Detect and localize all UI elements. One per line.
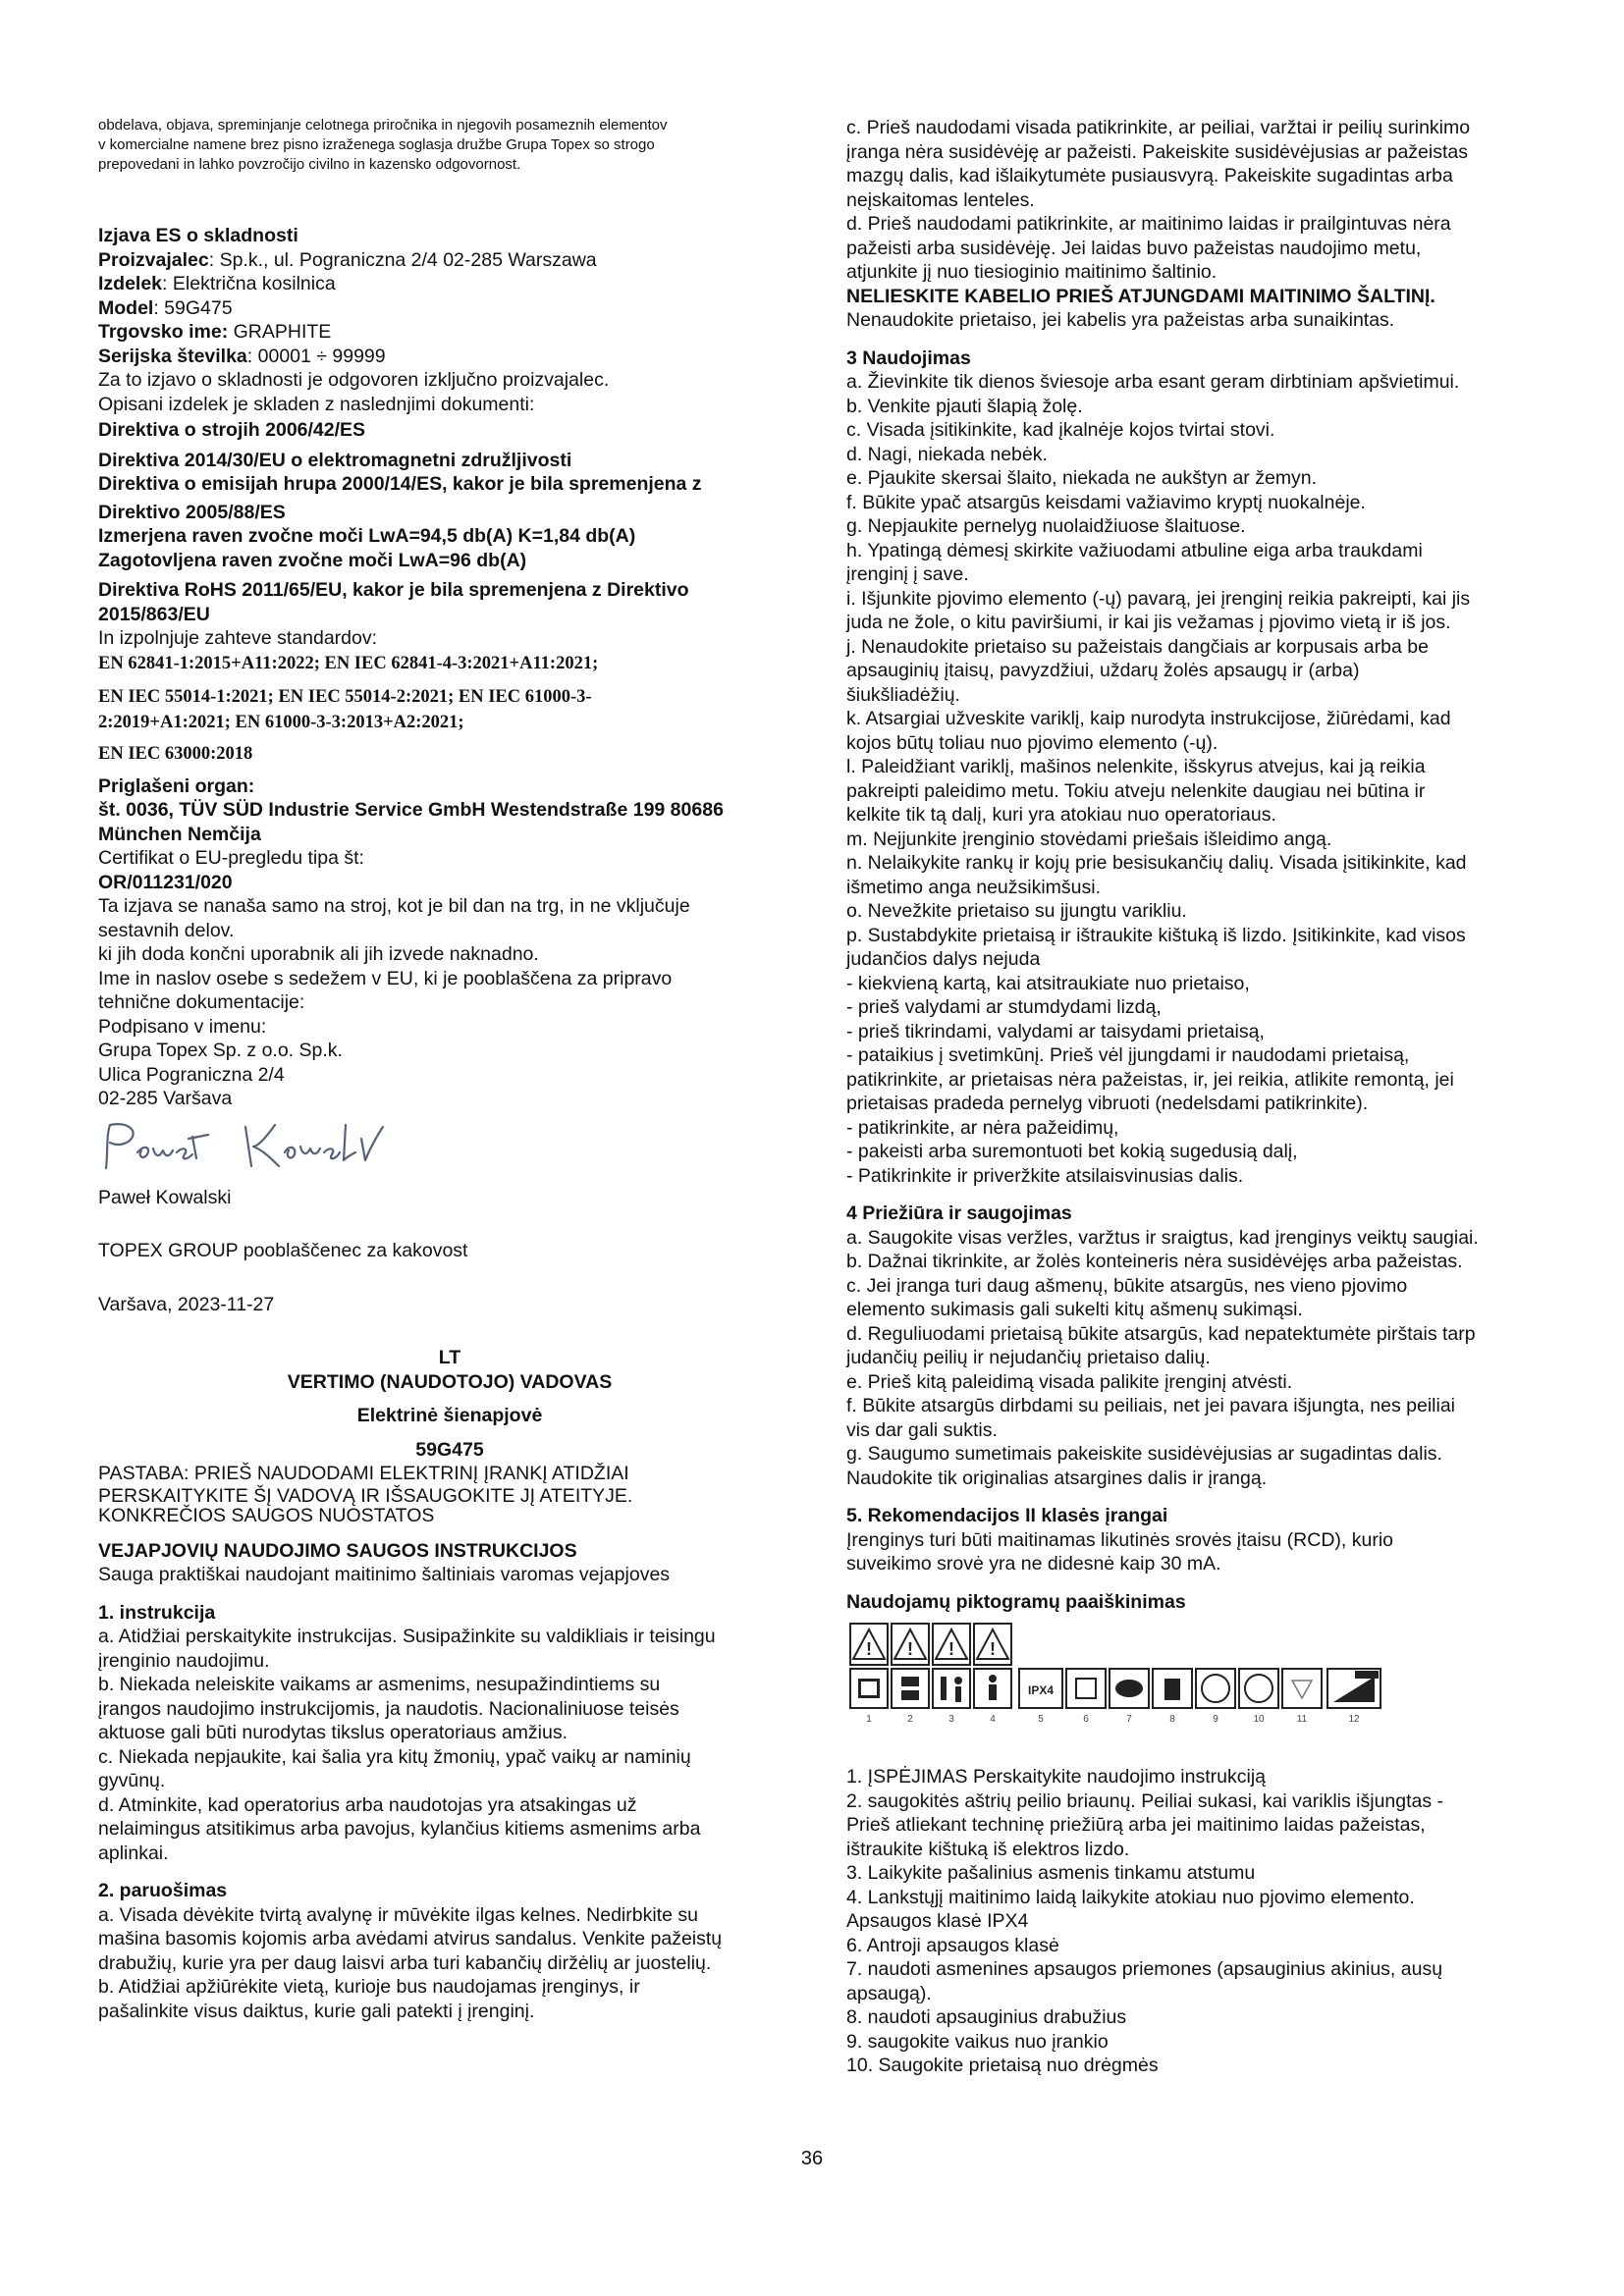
pictogram-number: 2 [907,1714,913,1725]
text-line: a. Atidžiai perskaitykite instrukcijas. Susipažinkite su valdikliais ir teisingu [98,1626,716,1647]
directive-rohs-2: 2015/863/EU [98,603,210,625]
standard-line: 2:2019+A1:2021; EN 61000-3-3:2013+A2:2021; [98,712,464,732]
text-line: f. Būkite atsargūs dirbdami su peiliais, net jei pavara išjungta, nes peiliai [846,1395,1456,1416]
text-line: atjunkite jį nuo tiesioginio maitinimo šaltinio. [846,261,1218,283]
text-line: elemento sukimasis gali sukelti kitų ašmenų sukimąsi. [846,1299,1303,1320]
notified-body-2: München Nemčija [98,823,261,845]
text-line: c. Jei įranga turi daug ašmenų, būkite atsargūs, nes vieno pjovimo [846,1274,1408,1297]
text-line: 10. Saugokite prietaisą nuo drėgmės [846,2055,1159,2076]
note-line: PERSKAITYKITE ŠĮ VADOVĄ IR IŠSAUGOKITE JĮ ATEITYJE. [98,1484,633,1507]
section-1-body [98,1625,801,1865]
product-line: Izdelek: Električna kosilnica [98,273,336,294]
text-line: o. Nevežkite prietaiso su įjungtu varikliu. [846,900,1187,922]
company-name: Grupa Topex Sp. z o.o. Sp.k. [98,1040,343,1061]
text-line: d. Prieš naudodami patikrinkite, ar maitinimo laidas ir prailgintuvas nėra [846,213,1451,235]
text-line: įranga nėra susidėvėję ar pažeisti. Pakeiskite susidėvėjusias ar pažeistas [846,140,1468,163]
text-line: - kiekvieną kartą, kai atsitraukiate nuo prietaiso, [846,972,1250,994]
text-line: apsauginių įtaisų, pavyzdžiui, uždarų žolės apsaugų ir (arba) [846,660,1360,681]
cable-warning-text: Nenaudokite prietaiso, jei kabelis yra pažeistas arba sunaikintas. [846,309,1395,331]
text-line: Apsaugos klasė IPX4 [846,1910,1029,1932]
directive-emc: Direktiva 2014/30/EU o elektromagnetni združljivosti [98,449,572,471]
section-4-body [846,1226,1561,1491]
distance-icon [933,1669,970,1708]
signature [98,1117,801,1180]
pictogram-number: 11 [1296,1714,1308,1725]
trade-name-line: Trgovsko ime: GRAPHITE [98,321,332,343]
text-line: Įrenginys turi būti maitinamas likutinės srovės įtaisu (RCD), kurio [846,1528,1394,1551]
text-line: pakreipti paleidimo metu. Tokiu atveju nelenkite daugiau nei būtina ir [846,779,1426,802]
text-line: gyvūnų. [98,1770,166,1791]
standard-line: EN 62841-1:2015+A11:2022; EN IEC 62841-4-3:2021+A11:2021; [98,653,599,673]
text-line: patikrinkite, ar prietaisas nėra pažeistas, ir, jei reikia, atlikite remontą, jei [846,1068,1454,1091]
signature-drawing [98,1117,432,1180]
text-line: Naudokite tik originalias atsargines dalis ir įrangą. [846,1467,1268,1489]
text-line: b. Atidžiai apžiūrėkite vietą, kurioje bus naudojamas įrenginys, ir [98,1976,640,1998]
text-line: 4. Lankstųjį maitinimo laidą laikykite atokiau nuo pjovimo elemento. [846,1886,1415,1908]
pictogram-number: 8 [1169,1714,1175,1725]
text-line: d. Atminkite, kad operatorius arba naudotojas yra atsakingas už [98,1793,637,1816]
text-line: šiukšliadėžių. [846,683,960,706]
language-code: LT [438,1347,461,1368]
serial-line: Serijska številka: 00001 ÷ 99999 [98,345,386,367]
model-code: 59G475 [415,1438,484,1461]
text-line: e. Pjaukite skersai šlaito, niekada ne aukštyn ar žemyn. [846,467,1318,489]
svg-text:!: ! [907,1639,913,1659]
responsibility-line: Za to izjavo o skladnosti je odgovoren izključno proizvajalec. [98,369,610,391]
text-line: - pakeisti arba suremontuoti bet kokią sugedusią dalį, [846,1141,1298,1162]
blade-icon [892,1669,929,1708]
note-line: KONKREČIOS SAUGOS NUOSTATOS [98,1504,435,1526]
directive-noise-2: Direktivo 2005/88/ES [98,501,286,523]
text-line: obdelava, objava, spreminjanje celotnega priročnika in njegovih posameznih elementov [98,117,668,133]
signed-on-behalf: Podpisano v imenu: [98,1015,267,1038]
text-line: kojos būtų toliau nuo pjovimo elemento (-ų). [846,731,1218,754]
text-line: Prieš atliekant techninę priežiūrą arba jei maitinimo laidas pažeistas, [846,1814,1426,1836]
section-2-continued [846,116,1561,285]
text-line: g. Nepjaukite pernelyg nuolaidžiuose šlaituose. [846,515,1246,537]
pictogram-number: 12 [1348,1714,1360,1725]
text-line: išmetimo anga neužsikimšusi. [846,876,1102,898]
left-column [98,116,801,2023]
certificate-number: OR/011231/020 [98,871,233,893]
text-line: prietaisas pradeda pernelyg vibruoti (nedelsdami patikrinkite). [846,1093,1369,1114]
section-5-title: 5. Rekomendacijos II klasės įrangai [846,1505,1168,1526]
pictogram-number: 5 [1038,1714,1044,1725]
safety-subtitle: Sauga praktiškai naudojant maitinimo šaltiniais varomas vejapjoves [98,1564,671,1585]
text-line: b. Niekada neleiskite vaikams ar asmenims, nesupažindintiems su [98,1674,661,1695]
text-line: - pataikius į svetimkūnį. Prieš vėl įjungdami ir naudodami prietaisą, [846,1044,1410,1066]
text-line: m. Neįjunkite įrenginio stovėdami priešais išleidimo angą. [846,828,1332,850]
text-line: e. Prieš kitą paleidimą visada palikite įrenginį atvėsti. [846,1370,1293,1393]
company-street: Ulica Pograniczna 2/4 [98,1063,285,1086]
text-line: judančios dalys nejuda [846,948,1041,970]
authorised-person: Ime in naslov osebe s sedežem v EU, ki je pooblaščena za pripravo [98,967,673,989]
pictogram-number: 7 [1126,1714,1132,1725]
scope-line: Ta izjava se nanaša samo na stroj, kot je bil dan na trg, in ne vključuje [98,895,690,917]
notified-body: št. 0036, TÜV SÜD Industrie Service GmbH Westendstraße 199 80686 [98,799,724,821]
cable-warning: NELIESKITE KABELIO PRIEŠ ATJUNGDAMI MAITINIMO ŠALTINĮ. [846,285,1435,307]
note-line: PASTABA: PRIEŠ NAUDODAMI ELEKTRINĮ ĮRANKĮ ATIDŽIAI [98,1463,629,1484]
text-line: p. Sustabdykite prietaisą ir ištraukite kištuką iš lizdo. Įsitikinkite, kad visos [846,924,1466,946]
product-name: Elektrinė šienapjovė [356,1405,543,1426]
standard-line: EN IEC 55014-1:2021; EN IEC 55014-2:2021; EN IEC 61000-3- [98,686,592,707]
text-line: judančių peilių ir nejudančių prietaiso dalių. [846,1347,1211,1368]
text-line: n. Nelaikykite rankų ir kojų prie besisukančių dalių. Visada įsitikinkite, kad [846,852,1467,874]
text-line: 2. saugokitės aštrių peilio briaunų. Peiliai sukasi, kai variklis išjungtas - [846,1789,1444,1812]
text-line: b. Venkite pjauti šlapią žolę. [846,395,1083,417]
pictogram-number: 9 [1213,1714,1218,1725]
text-line: i. Išjunkite pjovimo elemento (-ų) pavarą, jei įrenginį reikia pakreipti, kai jis [846,587,1471,610]
text-line: nelaimingus atsitikimus arba pavojus, kylančius kitiems asmenims arba [98,1818,701,1840]
text-line: įrangos naudojimo instrukcijomis, ja naudotis. Nacionaliniuose teisės [98,1697,679,1720]
documents-line: Opisani izdelek je skladen z naslednjimi dokumenti: [98,393,535,415]
text-line: pažeisti arba susidėvėję. Jei laidas buvo pažeistas naudojimo metu, [846,237,1422,259]
safety-title: VEJAPJOVIŲ NAUDOJIMO SAUGOS INSTRUKCIJOS [98,1539,577,1562]
section-2-body [98,1903,801,2024]
text-line: k. Atsargiai užveskite variklį, kaip nurodyta instrukcijose, žiūrėdami, kad [846,708,1451,729]
ipx4-label: IPX4 [1027,1683,1055,1697]
text-line: f. Būkite ypač atsargūs keisdami važiavimo kryptį nuokalnėje. [846,491,1366,513]
double-insulation-icon [1066,1669,1106,1708]
section-2-title: 2. paruošimas [98,1880,228,1901]
text-line: drabužių, kurie yra per daug laisvi arba turi kabančių diržėlių ar juostelių. [98,1951,712,1974]
text-line: mašina basomis kojomis arba avėdami atvirus sandalus. Venkite pažeistų [98,1928,723,1949]
authorised-person-2: tehnične dokumentacije: [98,991,305,1013]
text-line: - prieš tikrindami, valydami ar taisydami prietaisą, [846,1020,1265,1042]
text-line: a. Saugokite visas veržles, varžtus ir sraigtus, kad įrenginys veiktų saugiai. [846,1226,1479,1249]
text-line: d. Nagi, niekada nebėk. [846,443,1048,465]
model-line: Model: 59G475 [98,296,233,319]
text-line: c. Niekada nepjaukite, kai šalia yra kitų žmonių, ypač vaikų ar naminių [98,1745,691,1768]
pictogram-number: 1 [866,1714,872,1725]
text-line: kelkite tik tą dalį, kuri yra atokiau nuo operatoriaus. [846,804,1276,826]
text-line: pašalinkite visus daiktus, kurie gali patekti į įrenginį. [98,2000,535,2022]
directive-rohs: Direktiva RoHS 2011/65/EU, kakor je bila spremenjena z Direktivo [98,579,689,601]
text-line: 8. naudoti apsauginius drabužius [846,2006,1127,2028]
text-line: įrenginį į save. [846,563,969,585]
recycle-icon [1282,1669,1322,1708]
text-line: 1. ĮSPĖJIMAS Perskaitykite naudojimo instrukciją [846,1766,1267,1788]
pictogram-graphic [846,1622,1435,1759]
copyright-note [98,116,801,175]
text-line: j. Nenaudokite prietaiso su pažeistais dangčiais ar korpusais arba be [846,635,1429,658]
text-line: - prieš valydami ar stumdydami lizdą, [846,996,1162,1018]
text-line: apsaugą). [846,1982,932,2004]
text-line: įrenginio naudojimu. [98,1649,270,1672]
noise-measured: Izmerjena raven zvočne moči LwA=94,5 db(A) K=1,84 db(A) [98,525,636,547]
noise-guaranteed: Zagotovljena raven zvočne moči LwA=96 db(A) [98,549,527,571]
svg-text:!: ! [990,1639,996,1659]
text-line: d. Reguliuodami prietaisą būkite atsargūs, kad nepatektumėte pirštais tarp [846,1322,1476,1345]
svg-text:!: ! [948,1639,954,1659]
notified-body-label: Priglašeni organ: [98,774,255,797]
pictogram-number: 4 [990,1714,996,1725]
pictogram-number: 3 [948,1714,954,1725]
producer-line: Proizvajalec: Sp.k., ul. Pograniczna 2/4 02-285 Warszawa [98,248,597,271]
scope-line: sestavnih delov. [98,919,235,941]
company-city: 02-285 Varšava [98,1088,233,1109]
pictograms-title: Naudojamų piktogramų paaiškinimas [846,1590,1186,1613]
text-line: - Patikrinkite ir priveržkite atsilaisvinusias dalis. [846,1164,1244,1187]
section-4-title: 4 Priežiūra ir saugojimas [846,1202,1072,1224]
certificate-label: Certifikat o EU-pregledu tipa št: [98,847,364,869]
text-line: 3. Laikykite pašalinius asmenis tinkamu atstumu [846,1862,1256,1884]
text-line: mazgų dalis, kad išlaikytumėte pusiausvyrą. Pakeiskite sugadintas arba [846,165,1453,187]
signer-role: TOPEX GROUP pooblaščenec za kakovost [98,1240,468,1261]
right-column [846,116,1561,2078]
text-line: c. Visada įsitikinkite, kad įkalnėje kojos tvirtai stovi. [846,419,1275,441]
standard-line: EN IEC 63000:2018 [98,743,253,764]
section-3-body [846,370,1561,1188]
text-line: juda ne žole, o kitu paviršiumi, ir kai jis vežamas į pjovimo vietą ir iš jos. [846,612,1451,633]
directive-machinery: Direktiva o strojih 2006/42/ES [98,419,366,441]
text-line: a. Visada dėvėkite tvirtą avalynę ir mūvėkite ilgas kelnes. Nedirbkite su [98,1903,698,1926]
text-line: - patikrinkite, ar nėra pažeidimų, [846,1116,1119,1139]
standards-intro: In izpolnjuje zahteve standardov: [98,627,378,649]
text-line: aplinkai. [98,1842,169,1864]
text-line: 7. naudoti asmenines apsaugos priemones (apsauginius akinius, ausų [846,1958,1443,1980]
text-line: h. Ypatingą dėmesį skirkite važiuodami atbuline eiga arba traukdami [846,539,1423,561]
pictogram-number: 6 [1083,1714,1089,1725]
text-line: prepovedani in lahko povzročijo civilno in kazensko odgovornost. [98,156,521,173]
pictogram-number: 10 [1253,1714,1265,1725]
section-3-title: 3 Naudojimas [846,347,971,369]
section-5-body [846,1528,1561,1576]
text-line: c. Prieš naudodami visada patikrinkite, ar peiliai, varžtai ir peilių surinkimo [846,117,1471,138]
text-line: a. Žievinkite tik dienos šviesoje arba esant geram dirbtiniam apšvietimui. [846,371,1460,393]
manual-title: VERTIMO (NAUDOTOJO) VADOVAS [287,1370,613,1393]
signer-name: Paweł Kowalski [98,1186,232,1208]
pictogram-legend [846,1765,1561,2078]
text-line: b. Dažnai tikrinkite, ar žolės konteineris nėra susidėvėjęs arba pažeistas. [846,1251,1463,1272]
declaration-title: Izjava ES o skladnosti [98,225,298,246]
text-line: aktuose gali būti nurodytas tikslus operatoriaus amžius. [98,1722,568,1743]
text-line: v komercialne namene brez pisno izraženega soglasja družbe Grupa Topex so strogo [98,136,655,153]
scope-line: ki jih doda končni uporabnik ali jih izvede naknadno. [98,943,539,965]
text-line: ištraukite kištuką iš elektros lizdo. [846,1838,1130,1860]
page-number: 36 [800,2148,824,2169]
text-line: vis dar gali suktis. [846,1418,998,1441]
text-line: neįskaitomas lenteles. [846,188,1035,211]
text-line: 9. saugokite vaikus nuo įrankio [846,2030,1109,2053]
text-line: g. Saugumo sumetimais pakeiskite susidėvėjusias ar sugadintas dalis. [846,1443,1442,1465]
svg-text:!: ! [866,1639,872,1659]
pictogram-strip [846,1622,1561,1759]
place-date: Varšava, 2023-11-27 [98,1293,275,1315]
directive-noise: Direktiva o emisijah hrupa 2000/14/ES, kakor je bila spremenjena z [98,473,702,495]
section-1-title: 1. instrukcija [98,1601,216,1624]
text-line: l. Paleidžiant variklį, mašinos nelenkite, išskyrus atvejus, kai ją reikia [846,756,1426,777]
text-line: 6. Antroji apsaugos klasė [846,1934,1059,1956]
text-line: suveikimo srovė yra ne didesnė kaip 30 mA. [846,1553,1221,1575]
